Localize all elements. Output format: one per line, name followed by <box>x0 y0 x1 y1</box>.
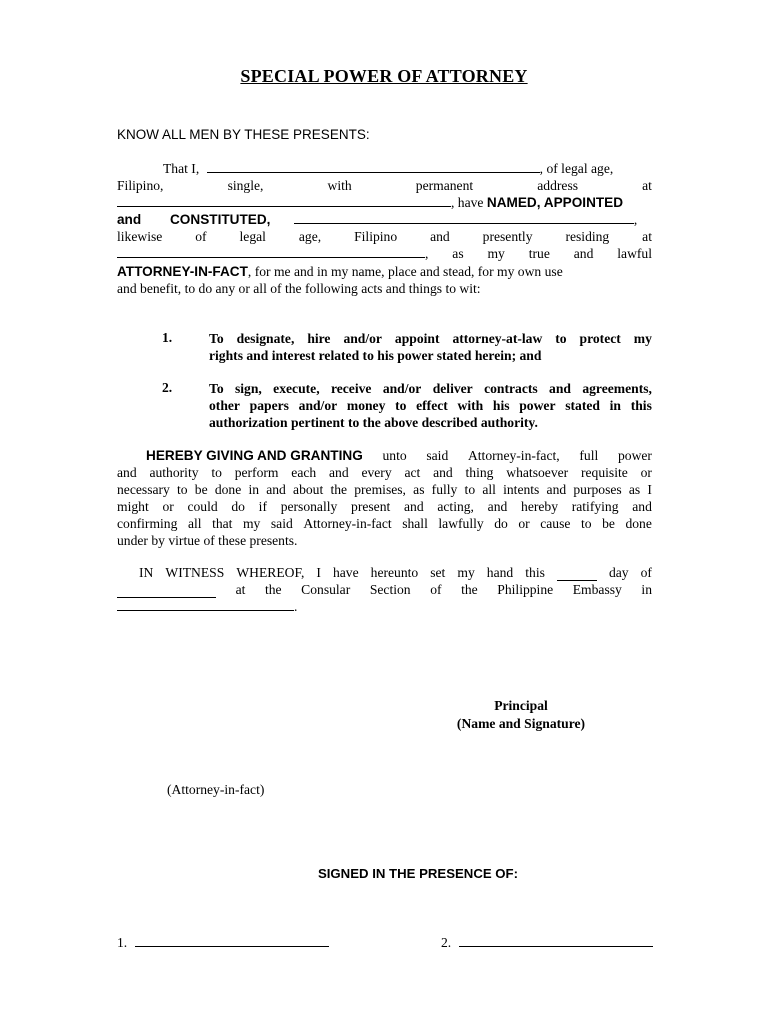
word: of <box>430 582 442 597</box>
word: to <box>211 465 222 480</box>
witness-line-3 <box>117 598 297 615</box>
word: WITNESS <box>165 565 225 580</box>
granting-line-5 <box>117 515 652 532</box>
word: purposes <box>573 482 622 497</box>
item-2-line-1 <box>209 380 652 397</box>
word: in <box>641 582 652 597</box>
intro-text: That I, <box>163 161 200 176</box>
word: sign, <box>234 381 262 396</box>
word: do <box>494 516 508 531</box>
word: present <box>351 499 391 514</box>
intro-line-6 <box>117 245 652 262</box>
word: the <box>264 582 282 597</box>
attorney-in-fact-text: ATTORNEY-IN-FACT <box>117 264 248 279</box>
word: requisite <box>580 465 628 480</box>
word: personally <box>280 499 338 514</box>
word: could <box>187 499 218 514</box>
word: be <box>194 482 208 497</box>
word: or <box>640 465 652 480</box>
intro-line-5 <box>117 228 652 245</box>
witness-1 <box>117 934 329 951</box>
word: do <box>231 499 245 514</box>
word: each <box>291 465 317 480</box>
word: of <box>195 229 207 244</box>
word: my <box>457 565 475 580</box>
word: might <box>117 499 149 514</box>
item-number: 1. <box>162 330 173 345</box>
principal-label: Principal <box>494 698 548 713</box>
word: legal <box>239 229 266 244</box>
word: done <box>625 516 652 531</box>
word: papers <box>249 398 289 413</box>
word: power <box>617 448 652 463</box>
word: at <box>642 178 652 193</box>
opening-heading: KNOW ALL MEN BY THESE PRESENTS: <box>117 127 370 142</box>
named-appointed-text: NAMED, APPOINTED <box>486 195 624 210</box>
presence-heading: SIGNED IN THE PRESENCE OF: <box>317 866 519 881</box>
word: the <box>330 482 348 497</box>
word: my <box>633 331 652 346</box>
word: unto <box>382 448 407 463</box>
word: lawful <box>617 246 652 261</box>
word: premises, <box>354 482 406 497</box>
witness-line-1 <box>117 564 652 581</box>
word: Philippine <box>497 582 554 597</box>
word: if <box>258 499 267 514</box>
intro-line-2 <box>117 177 652 194</box>
word: IN <box>139 565 154 580</box>
intro-line-3 <box>117 194 652 211</box>
word: my <box>487 246 505 261</box>
word: the <box>461 582 478 597</box>
word: and <box>433 465 453 480</box>
word: said <box>270 516 293 531</box>
word: Attorney-in-fact, <box>467 448 560 463</box>
word: at <box>235 582 246 597</box>
word: to <box>395 398 407 413</box>
word: and <box>117 465 137 480</box>
intro-line-7 <box>117 263 563 280</box>
word: likewise <box>117 229 163 244</box>
word: ratifying <box>571 499 619 514</box>
word: whatsoever <box>506 465 569 480</box>
witness-2-signature-line <box>459 934 653 947</box>
word: and <box>573 246 594 261</box>
word: I <box>316 565 321 580</box>
word: set <box>430 565 446 580</box>
word: hand <box>486 565 514 580</box>
word: I <box>647 482 652 497</box>
word: this <box>525 565 545 580</box>
word: true <box>528 246 550 261</box>
attorney-in-fact-label: (Attorney-in-fact) <box>167 782 265 797</box>
word: and/or <box>298 398 338 413</box>
word: about <box>293 482 324 497</box>
word: to <box>177 482 188 497</box>
word: be <box>602 516 615 531</box>
word: all <box>187 516 202 531</box>
word: and <box>632 499 652 514</box>
word: agreements, <box>582 381 652 396</box>
word: act <box>404 465 421 480</box>
word: hire <box>307 331 331 346</box>
word: appoint <box>394 331 440 346</box>
word: effect <box>416 398 448 413</box>
word: cause <box>540 516 571 531</box>
word: presently <box>482 229 533 244</box>
word: thing <box>465 465 494 480</box>
granting-line-3 <box>117 481 652 498</box>
word: attorney-at-law <box>452 331 543 346</box>
witness-2 <box>441 934 653 951</box>
granting-lead-text: HEREBY GIVING AND GRANTING <box>146 448 363 463</box>
word: have <box>332 565 359 580</box>
granting-line-2 <box>117 464 652 481</box>
item-2-line-3: authorization pertinent to the above described authority. <box>209 415 538 430</box>
word: to <box>580 516 592 531</box>
item-1-line-2: rights and interest related to his power stated herein; and <box>209 348 542 363</box>
word: and <box>329 465 349 480</box>
word: residing <box>565 229 610 244</box>
word: said <box>426 448 449 463</box>
word: that <box>212 516 233 531</box>
word: shall <box>402 516 428 531</box>
word: as <box>452 246 464 261</box>
word: necessary <box>117 482 170 497</box>
word: Filipino <box>354 229 398 244</box>
word: and <box>549 381 571 396</box>
word: and <box>266 482 286 497</box>
witness-line-2 <box>117 581 652 598</box>
granting-line-1 <box>117 447 652 464</box>
and-text: and <box>117 212 142 227</box>
intro-text: , have <box>451 195 484 210</box>
word: in <box>609 398 621 413</box>
word: full <box>579 448 599 463</box>
item-1-line-1 <box>209 330 652 347</box>
word: Consular <box>301 582 351 597</box>
month-blank <box>117 585 216 598</box>
constituted-text: CONSTITUTED, <box>169 212 271 227</box>
principal-sublabel: (Name and Signature) <box>456 716 586 731</box>
word: designate, <box>236 331 295 346</box>
word: Attorney-in-fact <box>303 516 392 531</box>
word: Section <box>369 582 411 597</box>
word: contracts <box>484 381 538 396</box>
word: done <box>214 482 242 497</box>
word: power <box>519 398 556 413</box>
word: protect <box>579 331 621 346</box>
word: day <box>608 565 629 580</box>
address-blank <box>117 194 451 207</box>
attorney-name-blank <box>294 211 634 224</box>
word: of <box>640 565 652 580</box>
word: perform <box>234 465 279 480</box>
word: WHEREOF, <box>236 565 305 580</box>
granting-line-4 <box>117 498 652 515</box>
word: and/or <box>343 331 382 346</box>
word: hereunto <box>370 565 419 580</box>
word: stated <box>565 398 600 413</box>
word: or <box>518 516 530 531</box>
word: all <box>482 482 496 497</box>
word: confirming <box>117 516 178 531</box>
word: hereby <box>521 499 559 514</box>
word: fully <box>431 482 458 497</box>
word: every <box>361 465 392 480</box>
word: at <box>642 229 652 244</box>
intro-line-8: and benefit, to do any or all of the following acts and things to wit: <box>117 281 481 296</box>
intro-line-1 <box>117 160 652 177</box>
item-number: 2. <box>162 380 173 395</box>
word: other <box>209 398 240 413</box>
item-2-line-2 <box>209 397 652 414</box>
word: authority <box>149 465 199 480</box>
word: my <box>242 516 261 531</box>
word: age, <box>298 229 322 244</box>
word: his <box>492 398 510 413</box>
word: lawfully <box>438 516 484 531</box>
word: and <box>430 229 450 244</box>
word: as <box>413 482 425 497</box>
place-blank <box>117 598 294 611</box>
word: acting, <box>437 499 474 514</box>
word: , <box>425 246 429 261</box>
word: Embassy <box>572 582 622 597</box>
word: and/or <box>382 381 422 396</box>
word: single, <box>227 178 264 193</box>
word: money <box>346 398 386 413</box>
word: receive <box>330 381 372 396</box>
intro-line-4 <box>117 211 652 228</box>
document-title: SPECIAL POWER OF ATTORNEY <box>240 66 528 86</box>
intro-text: , <box>633 212 638 227</box>
intro-text: , of legal age, <box>539 161 614 176</box>
word: in <box>248 482 260 497</box>
witness-number: 1. <box>117 935 128 950</box>
word: . <box>294 599 298 614</box>
witness-number: 2. <box>441 935 452 950</box>
word: intents <box>503 482 540 497</box>
day-blank <box>557 568 597 581</box>
word: execute, <box>273 381 320 396</box>
granting-line-6: under by virtue of these presents. <box>117 533 298 548</box>
word: to <box>555 331 567 346</box>
word: To <box>209 331 224 346</box>
word: as <box>628 482 641 497</box>
word: with <box>327 178 352 193</box>
word: address <box>537 178 579 193</box>
word: To <box>209 381 224 396</box>
word: deliver <box>432 381 473 396</box>
word: permanent <box>415 178 474 193</box>
intro-text: , for me and in my name, place and stead, for my own use <box>247 264 563 279</box>
word: and <box>546 482 567 497</box>
word: to <box>464 482 476 497</box>
word: or <box>162 499 174 514</box>
word: with <box>457 398 484 413</box>
word: Filipino, <box>117 178 164 193</box>
witness-1-signature-line <box>135 934 329 947</box>
principal-name-blank <box>207 160 540 173</box>
residence-blank <box>117 245 425 258</box>
word: this <box>630 398 652 413</box>
word: and <box>404 499 424 514</box>
word: and <box>487 499 508 514</box>
